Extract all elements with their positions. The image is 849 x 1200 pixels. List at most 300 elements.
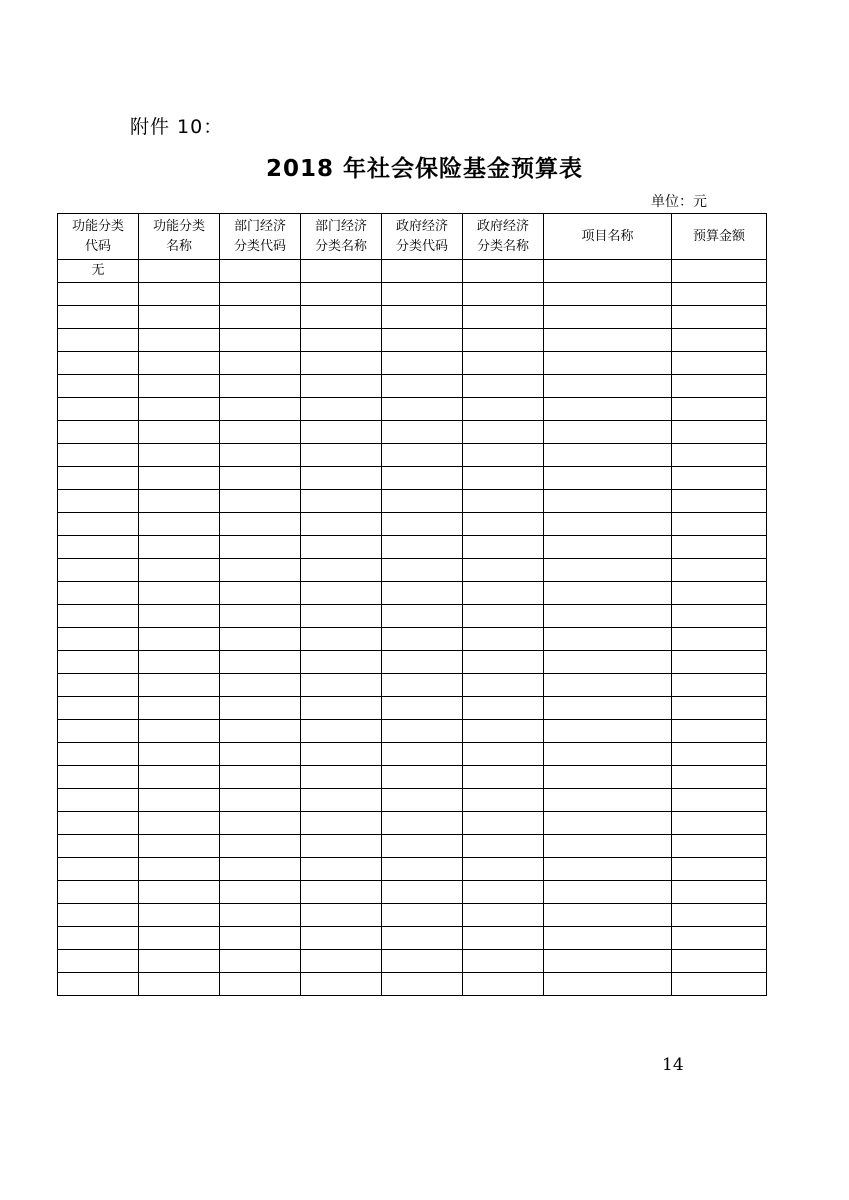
table-row xyxy=(58,582,767,605)
table-cell xyxy=(220,766,301,789)
table-cell xyxy=(382,651,463,674)
table-cell xyxy=(382,720,463,743)
column-header xyxy=(382,214,463,260)
table-cell xyxy=(220,743,301,766)
table-cell xyxy=(139,352,220,375)
table-cell xyxy=(58,674,139,697)
table-cell xyxy=(58,559,139,582)
table-cell xyxy=(139,904,220,927)
table-cell xyxy=(672,467,767,490)
table-row xyxy=(58,881,767,904)
table-cell xyxy=(301,375,382,398)
table-cell xyxy=(463,950,544,973)
column-header-line: 部门经济 xyxy=(233,218,286,234)
table-cell xyxy=(139,881,220,904)
table-cell xyxy=(463,536,544,559)
table-cell xyxy=(301,789,382,812)
column-header-line: 分类名称 xyxy=(314,238,367,254)
table-cell xyxy=(672,651,767,674)
table-cell xyxy=(382,743,463,766)
table-cell xyxy=(139,697,220,720)
table-cell xyxy=(382,674,463,697)
table-cell xyxy=(544,605,672,628)
table-cell xyxy=(382,375,463,398)
table-cell xyxy=(301,444,382,467)
table-cell xyxy=(220,260,301,283)
table-cell xyxy=(220,329,301,352)
table-cell xyxy=(463,605,544,628)
table-cell xyxy=(220,812,301,835)
table-cell xyxy=(672,352,767,375)
table-cell xyxy=(672,789,767,812)
table-cell xyxy=(463,352,544,375)
table-cell xyxy=(382,260,463,283)
table-cell xyxy=(463,513,544,536)
column-header xyxy=(58,214,139,260)
table-cell xyxy=(58,283,139,306)
table-cell xyxy=(220,536,301,559)
table-cell xyxy=(220,375,301,398)
table-cell xyxy=(220,444,301,467)
table-cell xyxy=(544,260,672,283)
table-cell xyxy=(220,421,301,444)
table-row xyxy=(58,283,767,306)
table-cell xyxy=(220,835,301,858)
table-row xyxy=(58,329,767,352)
table-cell xyxy=(58,398,139,421)
table-cell xyxy=(58,651,139,674)
table-row xyxy=(58,490,767,513)
table-cell xyxy=(139,444,220,467)
table-cell xyxy=(382,766,463,789)
table-cell xyxy=(463,881,544,904)
table-cell xyxy=(220,973,301,996)
table-cell xyxy=(544,973,672,996)
table-cell xyxy=(544,766,672,789)
table-cell xyxy=(463,697,544,720)
table-cell xyxy=(58,375,139,398)
table-cell xyxy=(220,950,301,973)
table-cell xyxy=(672,283,767,306)
table-cell xyxy=(544,513,672,536)
table-cell xyxy=(672,858,767,881)
table-cell xyxy=(544,444,672,467)
table-cell xyxy=(220,789,301,812)
attachment-label: 附件 10： xyxy=(130,116,224,138)
column-header xyxy=(301,214,382,260)
table-cell xyxy=(58,950,139,973)
table-cell xyxy=(544,904,672,927)
table-cell xyxy=(58,628,139,651)
table-cell xyxy=(301,651,382,674)
column-header-line: 分类代码 xyxy=(395,238,448,254)
table-cell xyxy=(301,582,382,605)
page-title: 2018 年社会保险基金预算表 xyxy=(265,156,584,182)
table-row xyxy=(58,927,767,950)
table-cell xyxy=(301,628,382,651)
table-cell xyxy=(220,881,301,904)
table-cell xyxy=(463,490,544,513)
table-cell xyxy=(58,421,139,444)
table-cell xyxy=(382,950,463,973)
table-cell xyxy=(382,835,463,858)
table-cell xyxy=(382,582,463,605)
table-cell xyxy=(382,536,463,559)
table-cell xyxy=(672,927,767,950)
table-cell xyxy=(544,536,672,559)
column-header-line: 代码 xyxy=(84,238,111,254)
table-cell xyxy=(463,421,544,444)
table-cell xyxy=(139,398,220,421)
table-cell xyxy=(58,835,139,858)
table-row xyxy=(58,904,767,927)
table-cell xyxy=(463,789,544,812)
table-cell xyxy=(301,950,382,973)
table-row xyxy=(58,720,767,743)
table-cell xyxy=(544,375,672,398)
table-cell xyxy=(139,375,220,398)
table-cell xyxy=(220,398,301,421)
table-cell xyxy=(382,973,463,996)
column-header-line: 分类名称 xyxy=(476,238,529,254)
table-cell xyxy=(672,421,767,444)
table-cell xyxy=(301,605,382,628)
table-cell xyxy=(382,306,463,329)
column-header xyxy=(139,214,220,260)
table-row xyxy=(58,835,767,858)
table-cell xyxy=(382,559,463,582)
table-cell xyxy=(672,973,767,996)
table-cell xyxy=(301,720,382,743)
table-cell xyxy=(139,927,220,950)
table-cell xyxy=(58,467,139,490)
table-cell xyxy=(672,743,767,766)
table-cell xyxy=(672,605,767,628)
table-cell xyxy=(382,881,463,904)
table-cell xyxy=(382,697,463,720)
table-row xyxy=(58,674,767,697)
table-cell xyxy=(544,329,672,352)
table-cell xyxy=(301,283,382,306)
table-row xyxy=(58,375,767,398)
table-cell xyxy=(672,697,767,720)
table-cell xyxy=(220,513,301,536)
column-header-line: 功能分类 xyxy=(152,218,205,234)
column-header-line: 功能分类 xyxy=(71,218,124,234)
table-row xyxy=(58,743,767,766)
table-row xyxy=(58,352,767,375)
table-cell xyxy=(463,904,544,927)
table-cell xyxy=(382,467,463,490)
table-cell xyxy=(382,352,463,375)
table-cell xyxy=(672,766,767,789)
table-cell xyxy=(58,973,139,996)
table-cell xyxy=(58,720,139,743)
table-cell xyxy=(463,835,544,858)
table-cell xyxy=(672,398,767,421)
table-cell xyxy=(544,743,672,766)
table-cell xyxy=(139,651,220,674)
table-cell xyxy=(139,720,220,743)
table-cell xyxy=(463,858,544,881)
table-cell xyxy=(463,927,544,950)
table-header-row xyxy=(58,214,767,260)
table-cell xyxy=(220,904,301,927)
table-cell xyxy=(139,973,220,996)
column-header-line: 政府经济 xyxy=(476,218,529,234)
table-cell xyxy=(382,789,463,812)
table-cell xyxy=(220,720,301,743)
table-cell xyxy=(672,674,767,697)
table-cell xyxy=(301,766,382,789)
table-cell xyxy=(58,743,139,766)
table-cell xyxy=(139,605,220,628)
table-cell xyxy=(301,329,382,352)
table-cell xyxy=(301,421,382,444)
table-cell xyxy=(58,536,139,559)
table-cell xyxy=(382,605,463,628)
table-cell xyxy=(139,674,220,697)
column-header-line: 项目名称 xyxy=(581,228,634,244)
table-cell xyxy=(544,398,672,421)
table-cell xyxy=(544,927,672,950)
table-cell xyxy=(220,651,301,674)
table-cell xyxy=(463,283,544,306)
table-cell xyxy=(463,766,544,789)
table-cell xyxy=(463,260,544,283)
table-cell xyxy=(463,559,544,582)
table-cell xyxy=(301,260,382,283)
table-cell xyxy=(544,674,672,697)
table-cell xyxy=(139,835,220,858)
table-cell xyxy=(672,329,767,352)
table-row xyxy=(58,421,767,444)
table-cell xyxy=(544,697,672,720)
table-row xyxy=(58,789,767,812)
table-cell xyxy=(544,812,672,835)
table-cell xyxy=(139,536,220,559)
table-cell xyxy=(672,628,767,651)
table-row xyxy=(58,812,767,835)
unit-label: 单位：元 xyxy=(651,194,707,210)
table-row xyxy=(58,536,767,559)
table-cell xyxy=(58,812,139,835)
table-cell xyxy=(139,766,220,789)
table-cell xyxy=(672,375,767,398)
table-cell xyxy=(58,582,139,605)
table-cell xyxy=(220,582,301,605)
table-cell xyxy=(544,559,672,582)
column-header-line: 分类代码 xyxy=(233,238,286,254)
table-cell xyxy=(544,789,672,812)
table-cell xyxy=(301,927,382,950)
table-row xyxy=(58,513,767,536)
table-cell xyxy=(301,881,382,904)
table-cell xyxy=(139,467,220,490)
table-cell xyxy=(544,858,672,881)
table-cell xyxy=(544,490,672,513)
table-cell xyxy=(301,536,382,559)
table-row xyxy=(58,260,767,283)
table-cell xyxy=(301,352,382,375)
table-cell xyxy=(544,582,672,605)
table-cell xyxy=(382,927,463,950)
table-row xyxy=(58,858,767,881)
table-cell xyxy=(544,467,672,490)
table-cell xyxy=(301,743,382,766)
table-cell xyxy=(139,812,220,835)
table-cell xyxy=(220,467,301,490)
table-cell xyxy=(301,467,382,490)
table-cell xyxy=(544,950,672,973)
table-cell xyxy=(382,513,463,536)
table-cell xyxy=(672,490,767,513)
table-cell xyxy=(139,490,220,513)
table-cell xyxy=(301,490,382,513)
table-cell xyxy=(672,904,767,927)
table-row xyxy=(58,950,767,973)
table-cell xyxy=(58,444,139,467)
table-cell xyxy=(220,283,301,306)
column-header-line: 政府经济 xyxy=(395,218,448,234)
table-cell xyxy=(544,352,672,375)
table-cell xyxy=(139,858,220,881)
table-cell xyxy=(220,674,301,697)
table-cell xyxy=(672,582,767,605)
table-cell xyxy=(301,398,382,421)
table-cell xyxy=(139,628,220,651)
table-cell xyxy=(672,812,767,835)
table-cell xyxy=(139,283,220,306)
table-row xyxy=(58,444,767,467)
table-cell xyxy=(220,352,301,375)
table-cell xyxy=(58,697,139,720)
table-cell xyxy=(301,973,382,996)
table-cell xyxy=(463,973,544,996)
table-cell xyxy=(672,513,767,536)
table-cell xyxy=(58,858,139,881)
table-cell xyxy=(672,306,767,329)
column-header-line: 预算金额 xyxy=(692,228,745,244)
table-cell xyxy=(382,444,463,467)
table-cell xyxy=(544,720,672,743)
table-cell xyxy=(463,306,544,329)
table-cell xyxy=(220,927,301,950)
table-cell xyxy=(382,904,463,927)
table-cell xyxy=(544,881,672,904)
table-cell xyxy=(301,674,382,697)
table-cell xyxy=(544,835,672,858)
table-cell xyxy=(58,605,139,628)
table-cell xyxy=(139,421,220,444)
table-cell xyxy=(463,651,544,674)
table-cell xyxy=(382,628,463,651)
table-cell xyxy=(58,881,139,904)
column-header xyxy=(463,214,544,260)
table-cell xyxy=(58,490,139,513)
table-cell xyxy=(463,444,544,467)
column-header xyxy=(544,214,672,260)
table-cell xyxy=(139,260,220,283)
table-cell xyxy=(139,743,220,766)
table-body xyxy=(58,260,767,996)
table-row xyxy=(58,559,767,582)
table-cell xyxy=(220,628,301,651)
table-cell xyxy=(220,490,301,513)
table-cell xyxy=(220,306,301,329)
table-cell xyxy=(672,559,767,582)
table-cell xyxy=(301,835,382,858)
table-cell xyxy=(301,858,382,881)
table-cell xyxy=(463,467,544,490)
table-cell xyxy=(139,513,220,536)
table-row xyxy=(58,605,767,628)
table-cell xyxy=(672,444,767,467)
table-cell xyxy=(58,329,139,352)
table-row xyxy=(58,651,767,674)
table-cell xyxy=(463,375,544,398)
table-cell xyxy=(382,490,463,513)
table-cell xyxy=(382,812,463,835)
table-cell xyxy=(382,421,463,444)
table-cell xyxy=(58,352,139,375)
table-cell xyxy=(301,559,382,582)
budget-table xyxy=(57,213,767,996)
table-cell xyxy=(139,582,220,605)
table-row xyxy=(58,697,767,720)
table-row xyxy=(58,467,767,490)
page-number: 14 xyxy=(662,1055,684,1075)
table-cell xyxy=(382,329,463,352)
table-cell xyxy=(139,306,220,329)
column-header xyxy=(220,214,301,260)
table-cell xyxy=(58,766,139,789)
table-cell xyxy=(301,306,382,329)
table-cell xyxy=(220,559,301,582)
table-row xyxy=(58,628,767,651)
table-cell xyxy=(463,812,544,835)
column-header-line: 名称 xyxy=(165,238,192,254)
table-cell xyxy=(220,858,301,881)
table-cell xyxy=(463,720,544,743)
table-cell xyxy=(672,260,767,283)
table-cell: 无 xyxy=(58,260,139,283)
table-cell xyxy=(463,674,544,697)
table-cell xyxy=(544,306,672,329)
table-row xyxy=(58,306,767,329)
table-cell xyxy=(58,789,139,812)
table-cell xyxy=(463,743,544,766)
table-cell xyxy=(463,628,544,651)
table-cell xyxy=(382,858,463,881)
table-row xyxy=(58,973,767,996)
table-cell xyxy=(139,329,220,352)
table-cell xyxy=(301,513,382,536)
table-cell xyxy=(58,513,139,536)
table-row xyxy=(58,766,767,789)
table-cell xyxy=(672,835,767,858)
column-header xyxy=(672,214,767,260)
table-cell xyxy=(382,283,463,306)
table-cell xyxy=(463,582,544,605)
table-cell xyxy=(672,950,767,973)
table-cell xyxy=(544,283,672,306)
table-cell xyxy=(58,927,139,950)
table-cell xyxy=(139,559,220,582)
table-cell xyxy=(220,697,301,720)
table-cell xyxy=(301,697,382,720)
table-cell xyxy=(672,536,767,559)
